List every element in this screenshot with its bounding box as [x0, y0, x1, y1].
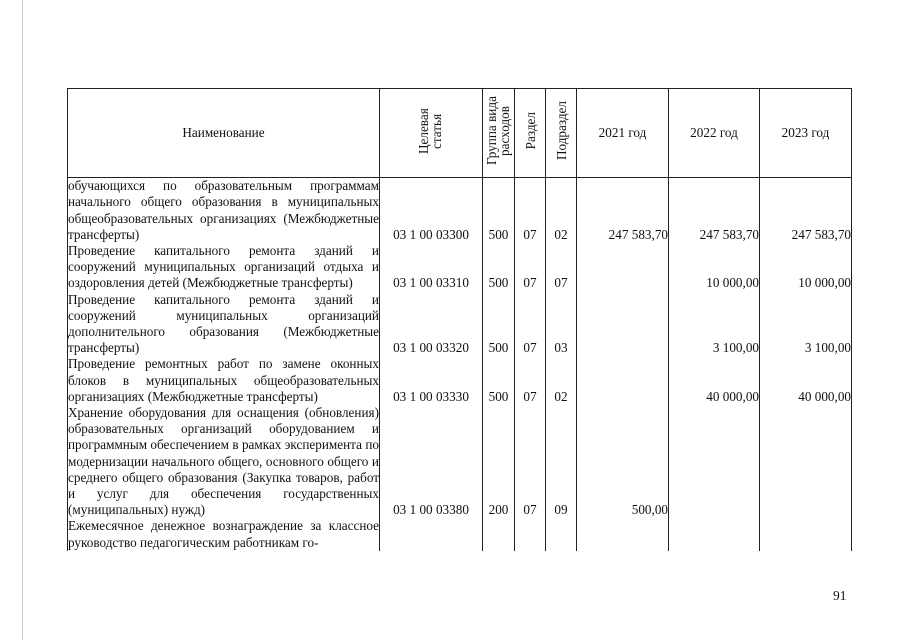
row-expense-group: 500: [483, 356, 515, 405]
budget-table: [67, 88, 852, 551]
page-edge-line: [22, 0, 23, 640]
table-row: [68, 292, 852, 357]
header-year-2022: 2022 год: [669, 89, 760, 178]
page-number: 91: [833, 588, 847, 603]
table-row: [68, 518, 852, 550]
header-name: Наименование: [68, 89, 380, 178]
row-subsection: 09: [546, 405, 577, 518]
header-subsection: Подраздел: [546, 89, 577, 178]
row-section: 07: [515, 405, 546, 518]
row-value-2021: [577, 243, 669, 292]
row-name: Проведение капитального ремонта зданий и сооружений муниципальных организаций отдыха и оздоровления детей (Межбюджетные трансферты): [68, 243, 379, 291]
row-value-2023: 10 000,00: [760, 243, 852, 292]
row-expense-group: 200: [483, 405, 515, 518]
row-subsection: 02: [546, 178, 577, 243]
row-value-2021: [577, 518, 669, 550]
row-value-2022: 3 100,00: [669, 292, 760, 357]
row-expense-group: [483, 518, 515, 550]
row-expense-group: 500: [483, 243, 515, 292]
row-target-article: 03 1 00 03310: [380, 243, 483, 292]
table-row: [68, 178, 852, 243]
row-name: обучающихся по образовательным программам начального общего образования в муниципальных общеобразовательных организациях (Межбюджетные трансферты): [68, 178, 379, 242]
row-name: Проведение капитального ремонта зданий и сооружений муниципальных организаций дополнительного образования (Межбюджетные трансферты): [68, 291, 379, 356]
row-subsection: 07: [546, 243, 577, 292]
row-target-article: 03 1 00 03300: [380, 178, 483, 243]
row-expense-group: 500: [483, 292, 515, 357]
row-value-2021: [577, 356, 669, 405]
row-value-2021: 500,00: [577, 405, 669, 518]
row-name: Ежемесячное денежное вознаграждение за классное руководство педагогическим работникам го-: [68, 518, 379, 550]
row-section: 07: [515, 292, 546, 357]
row-subsection: [546, 518, 577, 550]
row-value-2023: 3 100,00: [760, 292, 852, 357]
row-expense-group: 500: [483, 178, 515, 243]
header-year-2021: 2021 год: [577, 89, 669, 178]
row-target-article: 03 1 00 03330: [380, 356, 483, 405]
row-target-article: 03 1 00 03320: [380, 292, 483, 357]
row-value-2022: [669, 518, 760, 550]
row-value-2023: [760, 405, 852, 518]
row-subsection: 03: [546, 292, 577, 357]
table-row: [68, 356, 852, 405]
row-value-2022: 10 000,00: [669, 243, 760, 292]
row-section: 07: [515, 178, 546, 243]
row-value-2023: 247 583,70: [760, 178, 852, 243]
row-name: Хранение оборудования для оснащения (обновления) образовательных организаций оборудованием и программным обеспечением в рамках эксперимента по модернизации начального общего, основного общего и среднего общего образования (Закупка товаров, работ и услуг для обеспечения государственных (муниципальных) нужд): [68, 405, 379, 518]
row-value-2023: [760, 518, 852, 550]
row-section: 07: [515, 243, 546, 292]
row-value-2023: 40 000,00: [760, 356, 852, 405]
row-section: 07: [515, 356, 546, 405]
header-year-2023: 2023 год: [760, 89, 852, 178]
row-value-2021: 247 583,70: [577, 178, 669, 243]
row-value-2021: [577, 292, 669, 357]
table-row: [68, 405, 852, 518]
table-row: [68, 243, 852, 292]
header-section: Раздел: [515, 89, 546, 178]
row-target-article: [380, 518, 483, 550]
row-name: Проведение ремонтных работ по замене оконных блоков в муниципальных общеобразовательных организациях (Межбюджетные трансферты): [68, 356, 379, 404]
header-target-article: Целевая статья: [380, 89, 483, 178]
header-expense-group: Группа вида расходов: [483, 89, 515, 178]
row-value-2022: 40 000,00: [669, 356, 760, 405]
row-value-2022: 247 583,70: [669, 178, 760, 243]
table-header-row: [68, 89, 852, 178]
row-section: [515, 518, 546, 550]
row-target-article: 03 1 00 03380: [380, 405, 483, 518]
row-value-2022: [669, 405, 760, 518]
row-subsection: 02: [546, 356, 577, 405]
